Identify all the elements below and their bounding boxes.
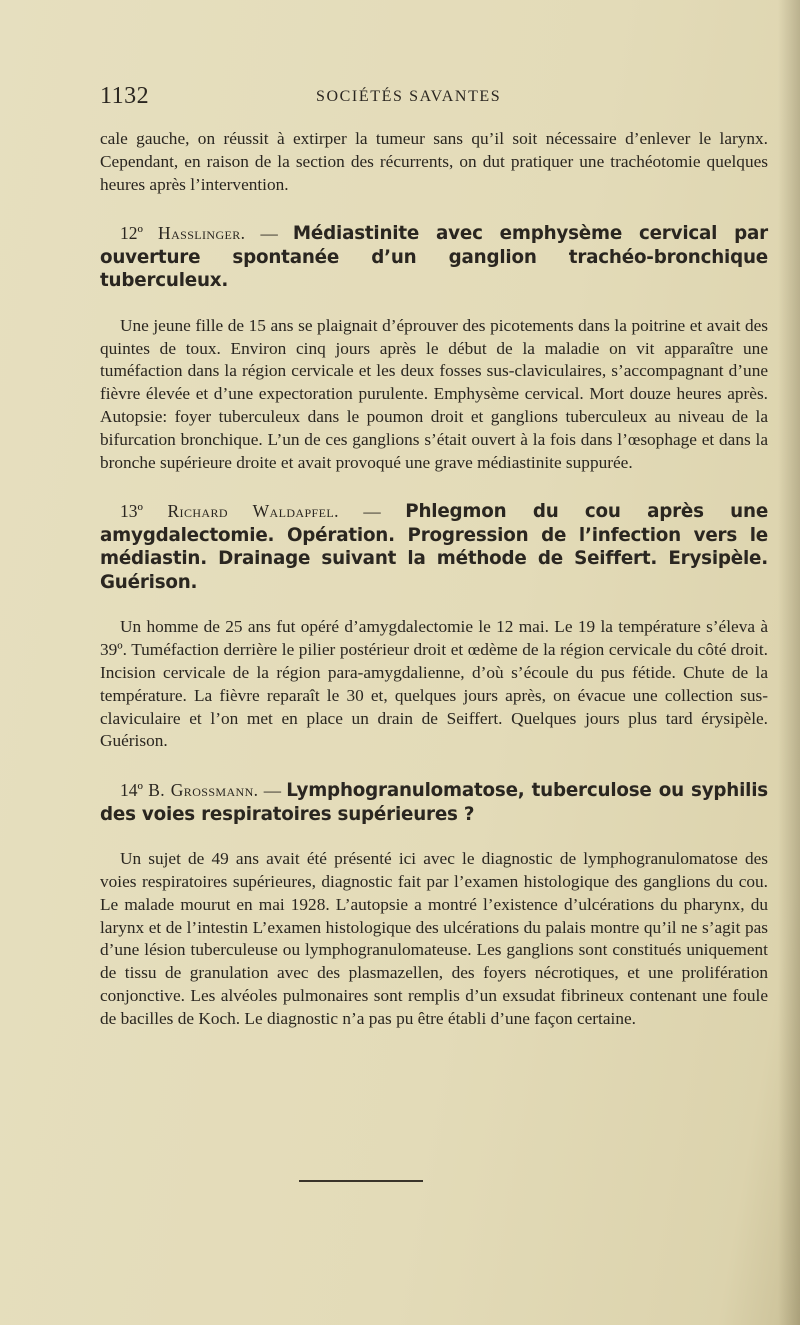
entry-14-heading bbox=[100, 779, 768, 826]
entry-author: Hasslinger. bbox=[158, 223, 246, 244]
entry-number: 13º bbox=[120, 501, 143, 522]
running-head: SOCIÉTÉS SAVANTES bbox=[316, 88, 502, 105]
entry-title: Médiastinite avec emphysème cervical par ouverture spontanée d’un ganglion trachéo-bronchique tuberculeux. bbox=[100, 223, 769, 292]
page-header bbox=[100, 83, 530, 113]
entry-author: B. Grossmann. bbox=[148, 780, 259, 801]
intro-paragraph: cale gauche, on réussit à extirper la tumeur sans qu’il soit nécessaire d’enlever le larynx. Cependant, en raison de la section des récurrents, on dut pratiquer une trachéotomie quelques heures après l’intervention. bbox=[100, 129, 768, 194]
page-edge-shadow bbox=[778, 0, 800, 1325]
entry-13-heading bbox=[100, 500, 768, 594]
entry-separator: — bbox=[363, 502, 381, 522]
entry-separator: — bbox=[260, 224, 278, 244]
entry-separator: — bbox=[263, 781, 282, 801]
entry-12-heading bbox=[100, 222, 768, 293]
entry-13-body: Un homme de 25 ans fut opéré d’amygdalectomie le 12 mai. Le 19 la température s’éleva à 39º. Tuméfaction derrière le pilier postérieur droit et œdème de la région cervicale du côté droit. Incision cervicale de la région para-amygdalienne, d’où s’écoule du pus fétide. Chute de la température. La fièvre reparaît le 30 et, quelques jours après, on évacue une collection sus-claviculaire et l’on met en place un drain de Seiffert. Quelques jours plus tard érysipèle. Guérison. bbox=[100, 617, 768, 751]
entry-number: 14º bbox=[120, 780, 143, 801]
entry-title: Lymphogranulomatose, tuberculose ou syphilis des voies respiratoires supérieures ? bbox=[100, 780, 768, 825]
entry-14-body: Un sujet de 49 ans avait été présenté ici avec le diagnostic de lymphogranulomatose des voies respiratoires supérieures, diagnostic fait par l’examen histologique des ganglions du cou. Le malade mourut en mai 1928. L’autopsie a montré l’existence d’ulcérations du pharynx, du larynx et de l’intestin L’examen histologique des ulcérations du palais montre qu’il ne s’agit pas d’une lésion tuberculeuse ou lymphogranulomateuse. Les ganglions sont constitués uniquement de tissu de granulation avec des plasmazellen, des foyers nécrotiques, et une prolifération conjonctive. Les alvéoles pulmonaires sont remplis d’un exsudat fibrineux contenant une foule de bacilles de Koch. Le diagnostic n’a pas pu être établi d’une façon certaine. bbox=[100, 849, 768, 1028]
entry-number: 12º bbox=[120, 223, 143, 244]
page-number: 1132 bbox=[100, 83, 150, 109]
entry-title: Phlegmon du cou après une amygdalectomie. Opération. Progression de l’infection vers le médiastin. Drainage suivant la méthode de Seiffert. Erysipèle. Guérison. bbox=[100, 501, 769, 593]
entry-author: Richard Waldapfel. bbox=[167, 501, 339, 522]
text-column bbox=[100, 128, 768, 1031]
section-end-rule bbox=[299, 1180, 423, 1182]
entry-12-body: Une jeune fille de 15 ans se plaignait d’éprouver des picotements dans la poitrine et avait des quintes de toux. Environ cinq jours après le début de la maladie on vit apparaître une tuméfaction dans la région cervicale et les deux fosses sus-claviculaires, s’accompagnant d’une fièvre élevée et d’une expectoration purulente. Emphysème cervical. Mort douze heures après. Autopsie: foyer tuberculeux dans le poumon droit et ganglions tuberculeux au niveau de la bifurcation bronchique. L’un de ces ganglions s’était ouvert à la fois dans l’œsophage et dans la bronche supérieure droite et avait provoqué une grave médiastinite suppurée. bbox=[100, 315, 768, 472]
